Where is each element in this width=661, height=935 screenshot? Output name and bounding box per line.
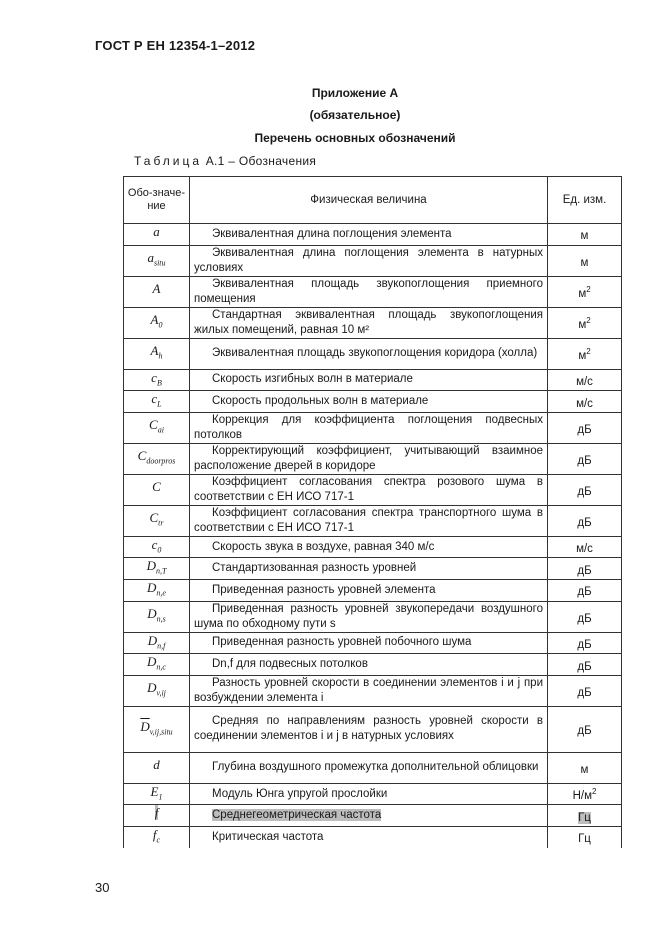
symbol-cell: $D_{n,f}$ [124,632,190,654]
unit-cell: дБ [548,675,622,706]
table-caption [134,154,316,168]
table-caption-prefix: Таблица [134,154,203,168]
description-cell: Dn,f для подвесных потолков [190,654,548,676]
table-row [124,505,622,536]
symbol-cell: $D_{v,ij}$ [124,675,190,706]
unit-cell: м/с [548,369,622,391]
symbol-cell: $E_1$ [124,783,190,805]
symbol-cell: $c_L$ [124,391,190,413]
table-row [124,307,622,338]
table-row [124,601,622,632]
description-cell: Коэффициент согласования спектра розового шума в соответствии с ЕН ИСО 717-1 [190,474,548,505]
table-row [124,654,622,676]
symbol-cell: $f_c$ [124,826,190,847]
unit-cell: дБ [548,558,622,580]
unit-cell: дБ [548,505,622,536]
unit-cell: дБ [548,632,622,654]
unit-cell: м [548,245,622,276]
unit-cell: дБ [548,601,622,632]
symbol-cell: $c_B$ [124,369,190,391]
symbol-cell: $\overline{D}_{v,ij,situ}$ [124,706,190,752]
symbol-cell: $A_0$ [124,307,190,338]
description-cell: Скорость изгибных волн в материале [190,369,548,391]
table-row [124,474,622,505]
list-title: Перечень основных обозначений [254,131,456,145]
symbol-cell: $a_{situ}$ [124,245,190,276]
table-row [124,245,622,276]
description-cell: Корректирующий коэффициент, учитывающий взаимное расположение дверей в коридоре [190,443,548,474]
unit-cell: дБ [548,579,622,601]
symbol-cell: $D_{n,s}$ [124,601,190,632]
description-cell: Скорость звука в воздухе, равная 340 м/с [190,536,548,558]
description-cell: Эквивалентная площадь звукопоглощения коридора (холла) [190,338,548,369]
symbol-cell: $C_{tr}$ [124,505,190,536]
description-cell: Скорость продольных волн в материале [190,391,548,413]
unit-cell: дБ [548,706,622,752]
description-cell: Приведенная разность уровней элемента [190,579,548,601]
description-cell: Критическая частота [190,826,548,847]
table-row [124,632,622,654]
unit-cell: дБ [548,443,622,474]
table-header-row [124,177,622,224]
table-row [124,276,622,307]
table-row [124,369,622,391]
table-row [124,224,622,246]
unit-cell: $м^2$ [548,307,622,338]
description-cell: Среднегеометрическая частота [190,805,548,827]
header-quantity: Физическая величина [190,177,548,224]
symbol-cell: $D_{n,c}$ [124,654,190,676]
table-row [124,391,622,413]
symbol-cell: f [124,805,190,827]
table-row [124,443,622,474]
symbol-cell: a [124,224,190,246]
table-row [124,412,622,443]
table-row [124,783,622,805]
unit-cell: м [548,752,622,783]
table-row [124,826,622,847]
table-row [124,805,622,827]
description-cell: Эквивалентная длина поглощения элемента в натурных условиях [190,245,548,276]
symbol-cell: $C_{ai}$ [124,412,190,443]
unit-cell: м/с [548,536,622,558]
table-row [124,338,622,369]
table-row [124,706,622,752]
description-cell: Приведенная разность уровней звукопередачи воздушного шума по обходному пути s [190,601,548,632]
unit-cell: $Н/м^2$ [548,783,622,805]
symbol-cell: $C_{doorpros}$ [124,443,190,474]
symbol-cell: $A_h$ [124,338,190,369]
symbol-cell: $D_{n,e}$ [124,579,190,601]
appendix-type: (обязательное) [309,108,401,122]
unit-cell: дБ [548,474,622,505]
description-cell: Модуль Юнга упругой прослойки [190,783,548,805]
symbol-cell: d [124,752,190,783]
unit-cell: дБ [548,412,622,443]
table-row [124,752,622,783]
table-row [124,579,622,601]
table-caption-rest: А.1 – Обозначения [202,154,317,168]
symbols-table [123,176,622,848]
symbol-cell: A [124,276,190,307]
symbol-cell: C [124,474,190,505]
header-unit: Ед. изм. [548,177,622,224]
description-cell: Разность уровней скорости в соединении элементов i и j при возбуждении элемента i [190,675,548,706]
description-cell: Эквивалентная площадь звукопоглощения приемного помещения [190,276,548,307]
table-row [124,675,622,706]
unit-cell: м/с [548,391,622,413]
unit-cell: м [548,224,622,246]
unit-cell: дБ [548,654,622,676]
description-cell: Эквивалентная длина поглощения элемента [190,224,548,246]
table-row [124,536,622,558]
unit-cell: $м^2$ [548,276,622,307]
description-cell: Приведенная разность уровней побочного шума [190,632,548,654]
unit-cell: $м^2$ [548,338,622,369]
unit-cell: Гц [548,805,622,827]
standard-code: ГОСТ Р ЕН 12354-1–2012 [95,38,256,53]
description-cell: Глубина воздушного промежутка дополнительной облицовки [190,752,548,783]
symbol-cell: $D_{n,T}$ [124,558,190,580]
description-cell: Коррекция для коэффициента поглощения подвесных потолков [190,412,548,443]
symbol-cell: $c_0$ [124,536,190,558]
table-row [124,558,622,580]
page-number: 30 [95,880,110,895]
description-cell: Средняя по направлениям разность уровней скорости в соединении элементов i и j в натурных условиях [190,706,548,752]
description-cell: Коэффициент согласования спектра транспортного шума в соответствии с ЕН ИСО 717-1 [190,505,548,536]
unit-cell: Гц [548,826,622,847]
description-cell: Стандартизованная разность уровней [190,558,548,580]
appendix-title: Приложение А [311,86,399,100]
description-cell: Стандартная эквивалентная площадь звукопоглощения жилых помещений, равная 10 м² [190,307,548,338]
header-symbol: Обо-значе-ние [124,177,190,224]
